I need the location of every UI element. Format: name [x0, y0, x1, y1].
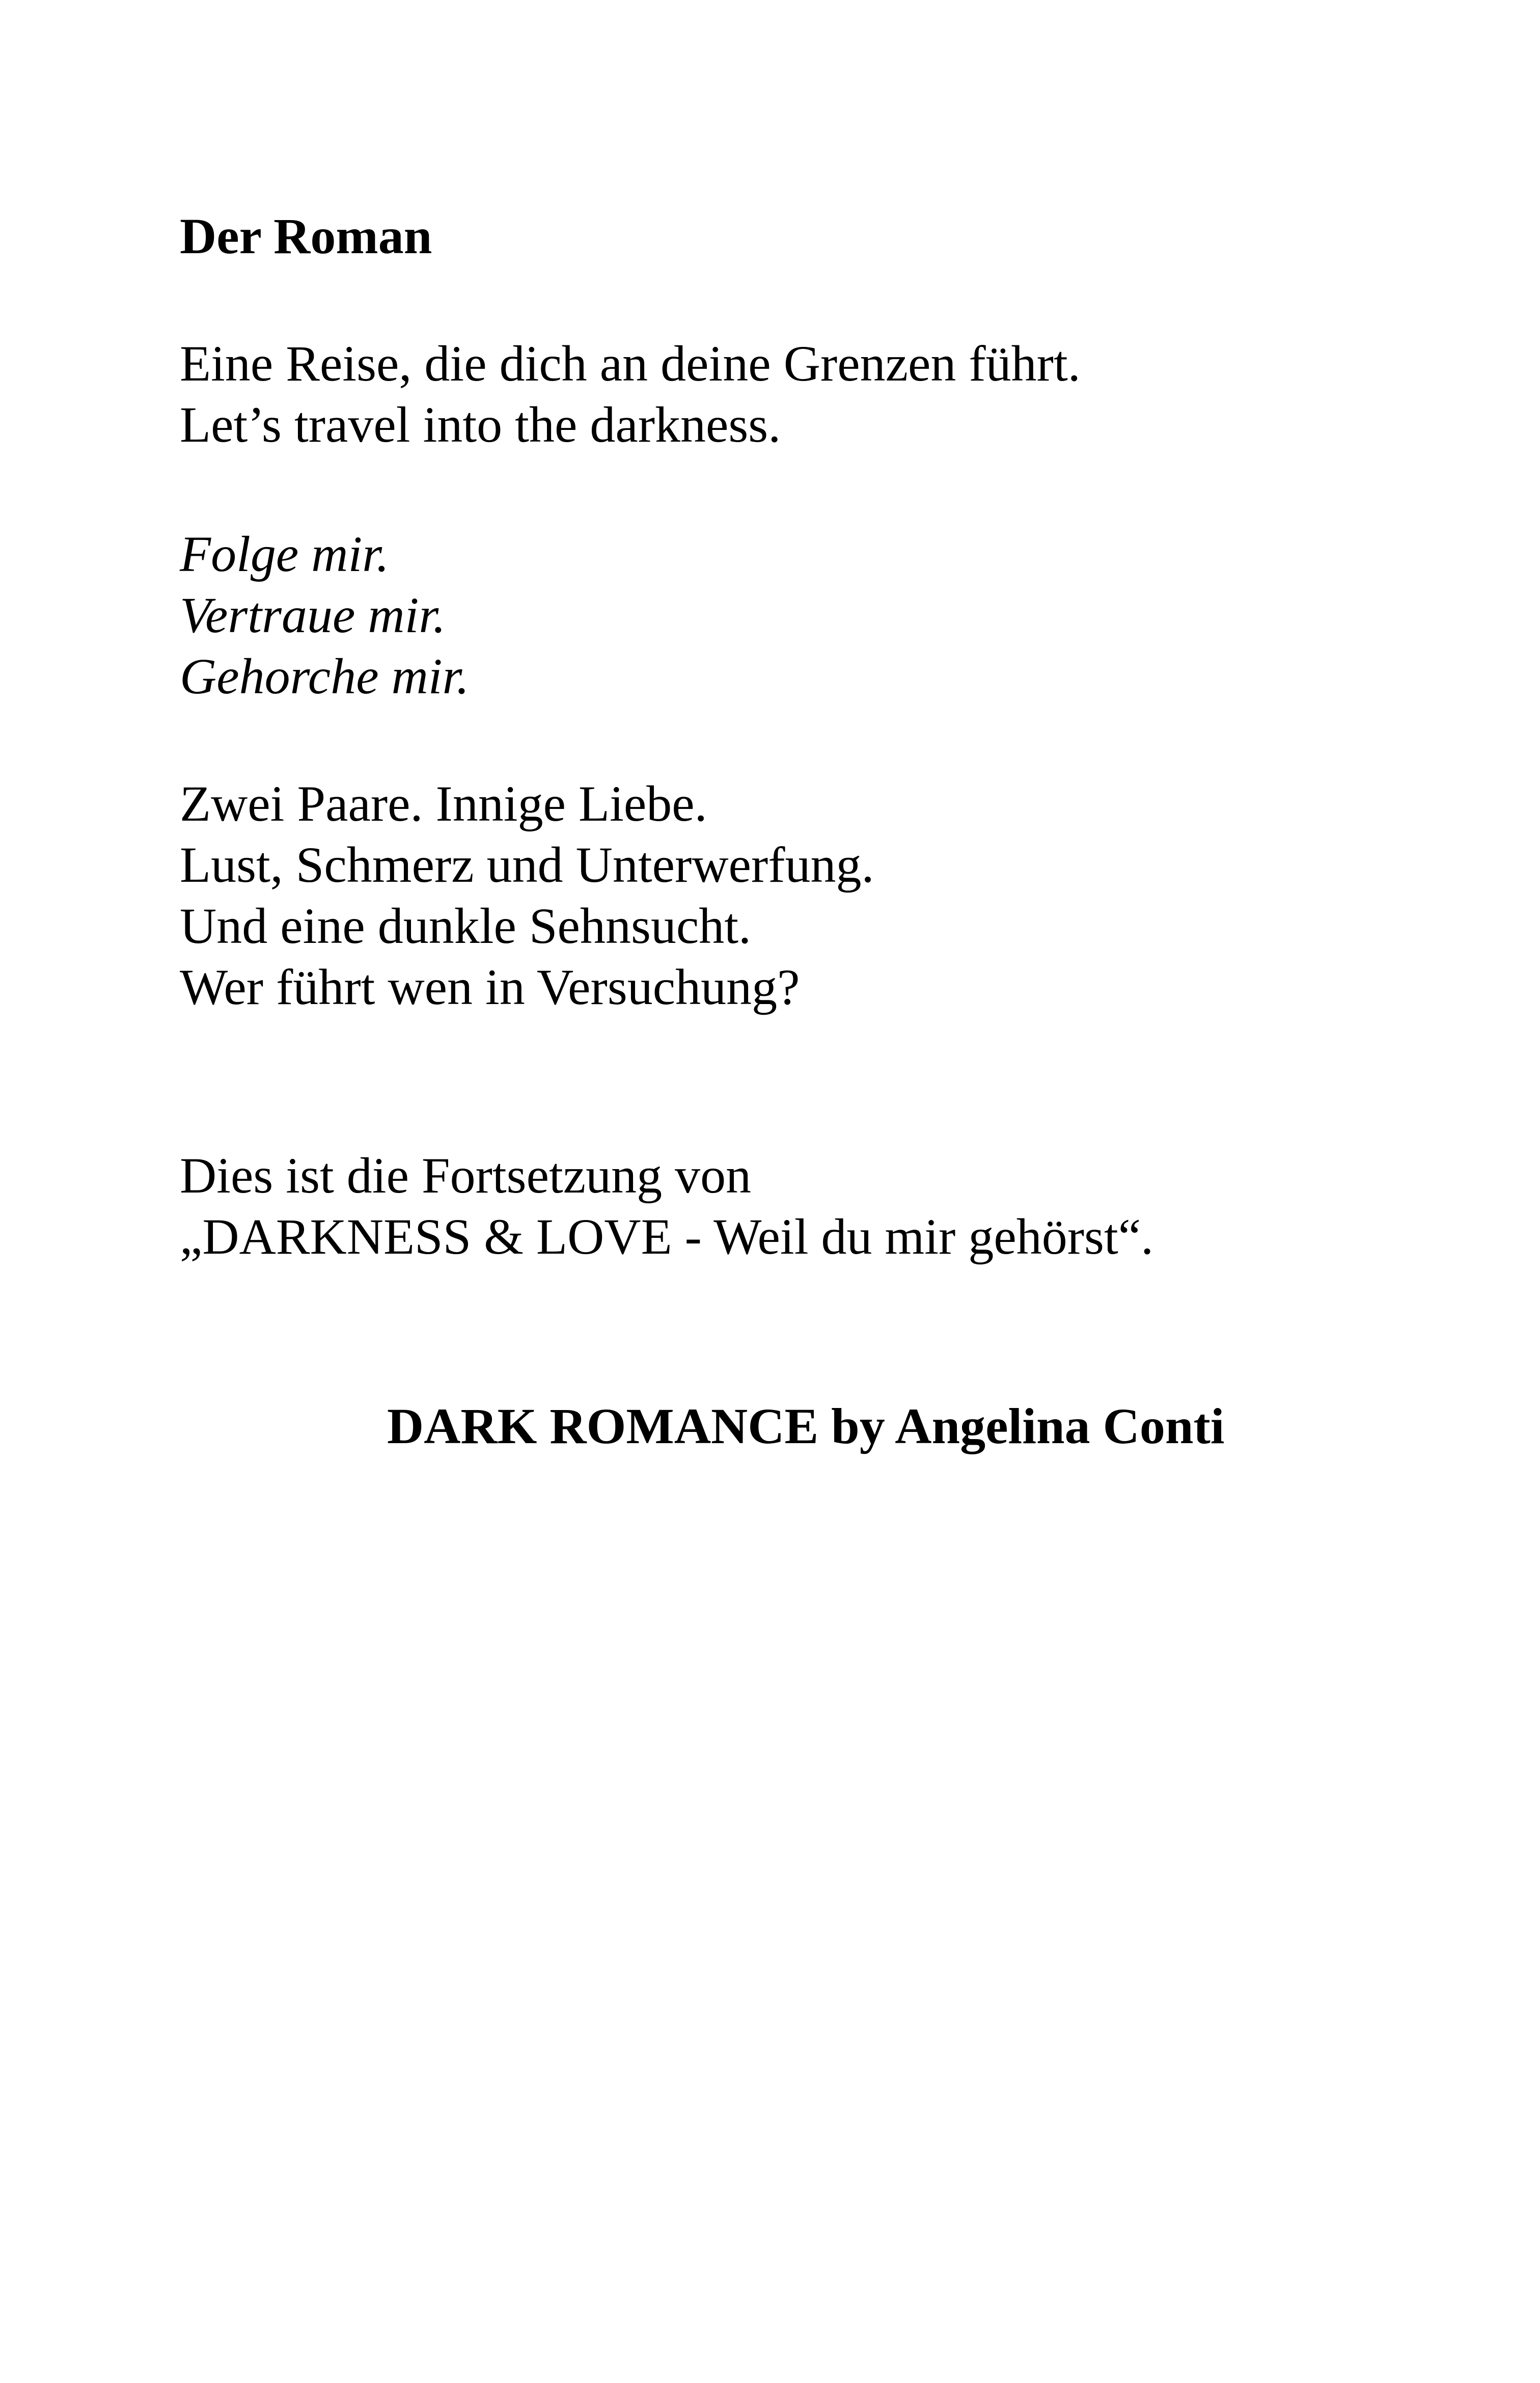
- description-line: Wer führt wen in Versuchung?: [180, 959, 800, 1015]
- command-line: Folge mir.: [180, 526, 390, 582]
- intro-line: Let’s travel into the darkness.: [180, 396, 781, 453]
- author-byline: DARK ROMANCE by Angelina Conti: [387, 1398, 1225, 1454]
- description-line: Und eine dunkle Sehnsucht.: [180, 898, 752, 954]
- page-heading: Der Roman: [180, 208, 432, 264]
- sequel-note-line: Dies ist die Fortsetzung von: [180, 1147, 752, 1204]
- description-line: Zwei Paare. Innige Liebe.: [180, 775, 707, 832]
- command-line: Gehorche mir.: [180, 648, 470, 705]
- description-line: Lust, Schmerz und Unterwerfung.: [180, 836, 874, 893]
- command-line: Vertraue mir.: [180, 587, 446, 643]
- sequel-note-line: „DARKNESS & LOVE - Weil du mir gehörst“.: [180, 1208, 1154, 1265]
- intro-line: Eine Reise, die dich an deine Grenzen führt.: [180, 335, 1081, 392]
